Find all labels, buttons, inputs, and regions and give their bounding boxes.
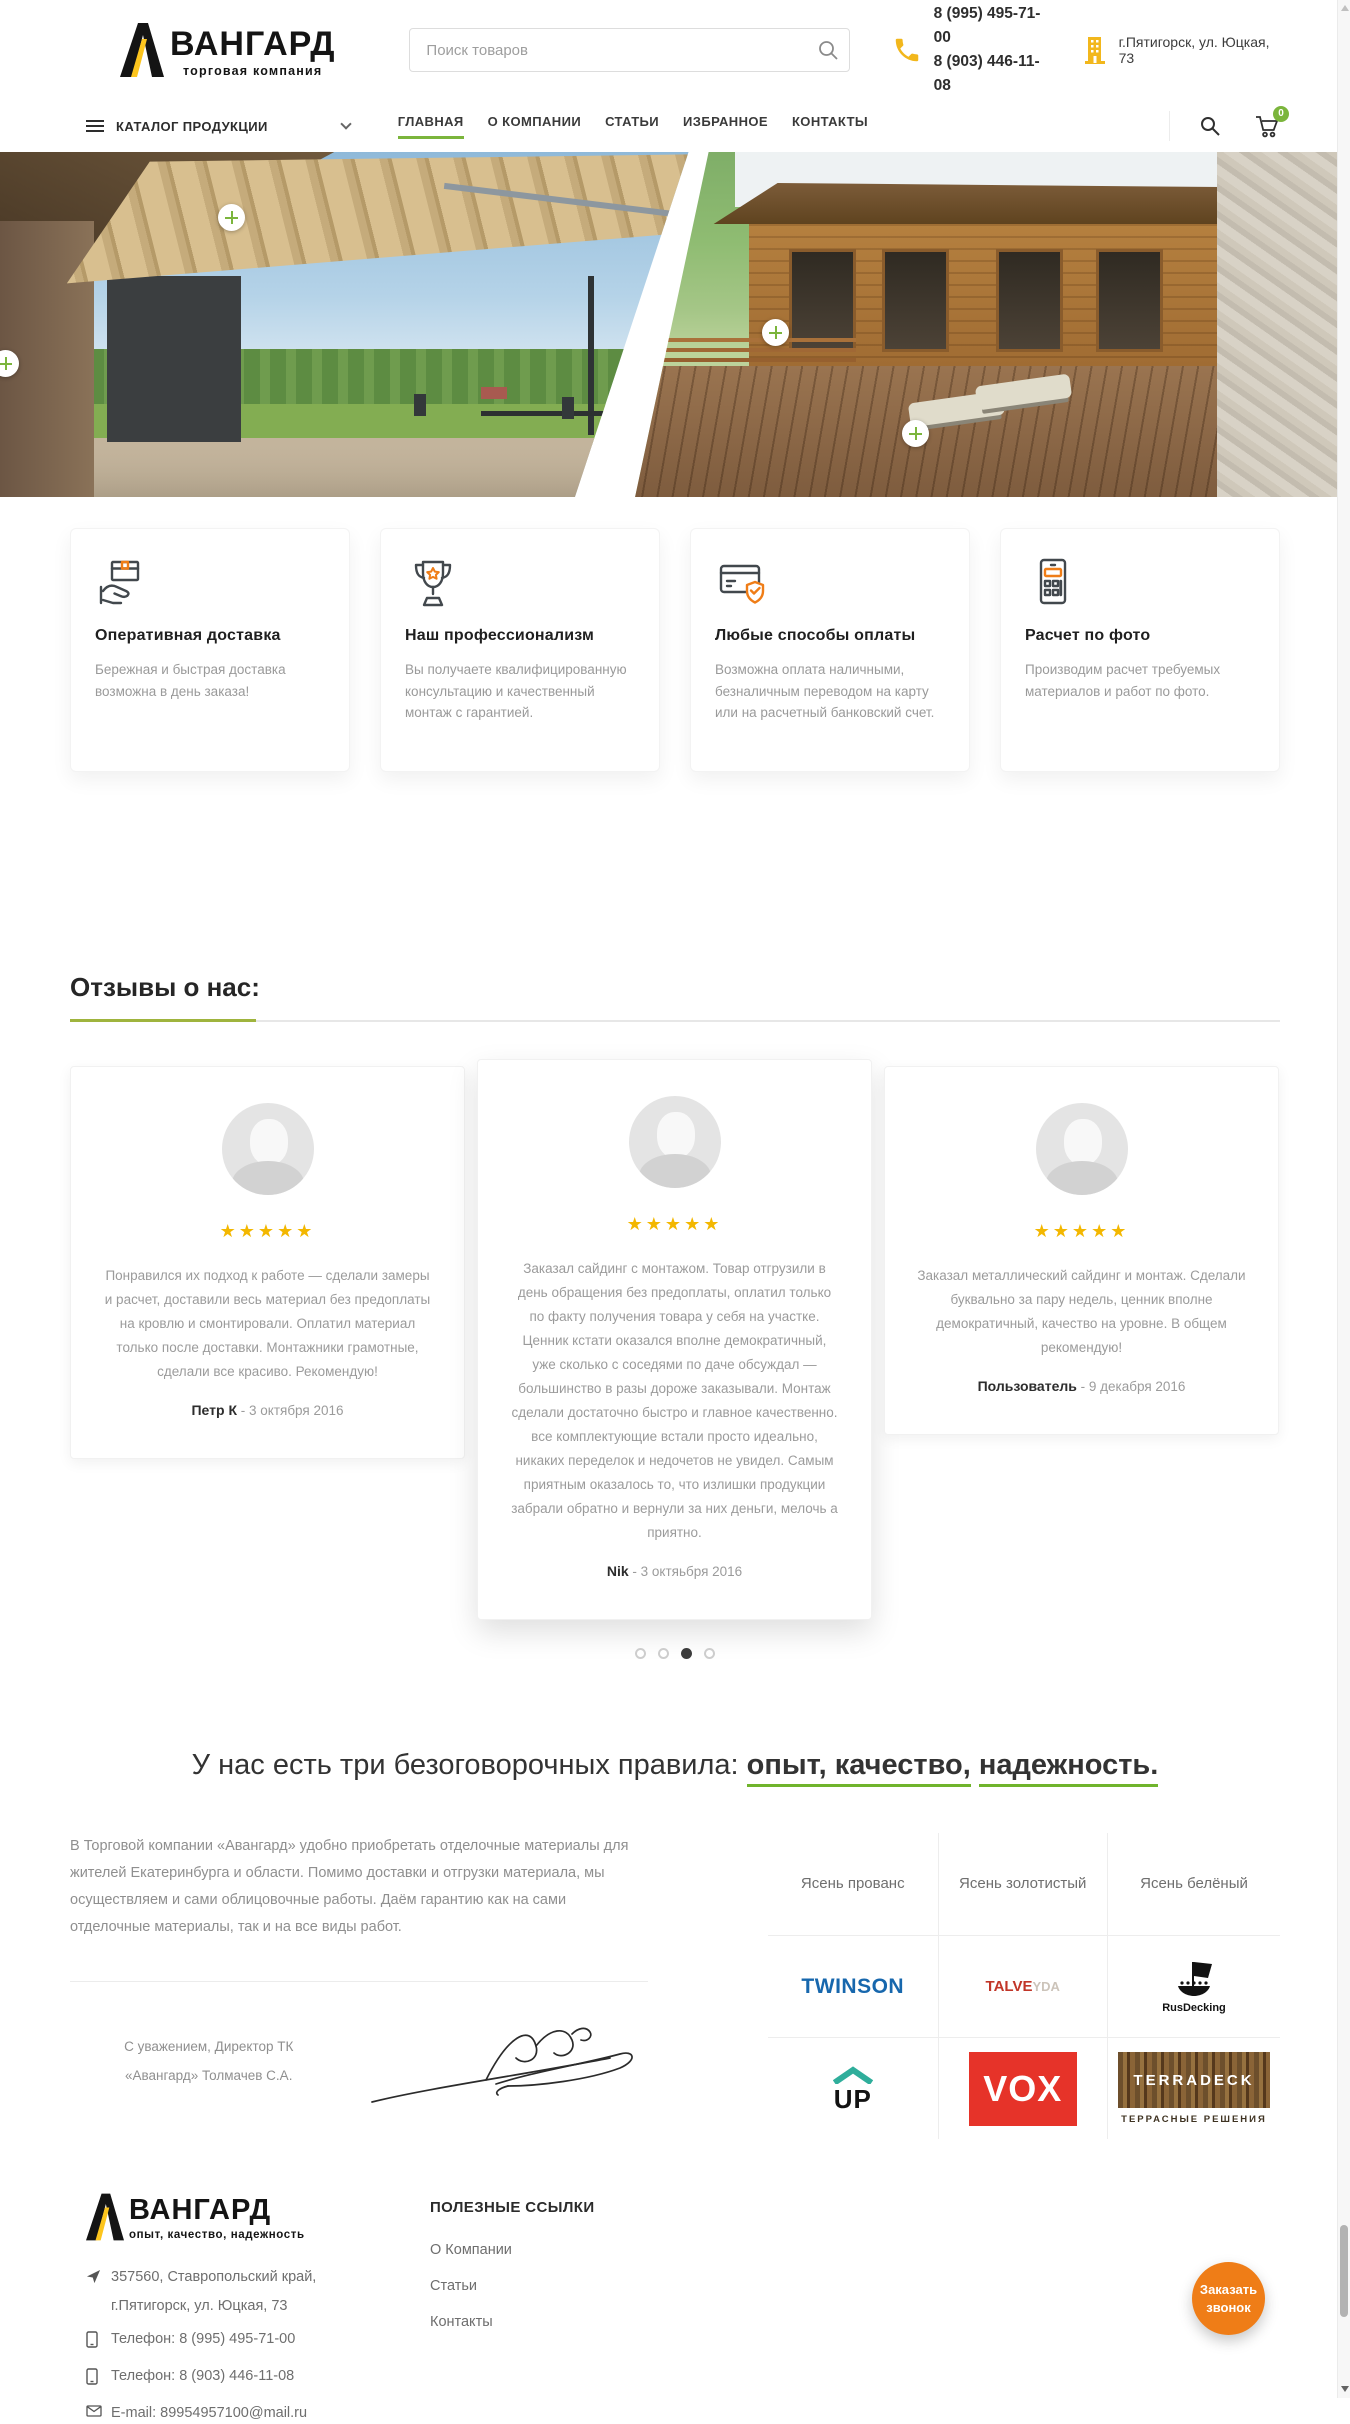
main-menu [398,114,868,139]
footer-links-heading: ПОЛЕЗНЫЕ ССЫЛКИ [430,2199,595,2217]
feature-title: Наш профессионализм [405,627,595,644]
footer-address: 357560, Ставропольский край, [86,2267,374,2289]
menu-item-articles[interactable]: СТАТЬИ [605,113,660,129]
carousel-dot-active[interactable] [681,1648,692,1659]
scrollbar[interactable] [1337,0,1350,2398]
rules-heading: У нас есть три безоговорочных правила: опыт, качество, надежность. [175,1739,1175,1791]
phone-icon [892,35,922,65]
roof-icon [833,2066,873,2084]
footer-link-articles[interactable]: Статьи [430,2278,477,2295]
logo-a-icon [120,23,164,77]
brand-logo-rusdecking: RusDecking [1107,1935,1280,2037]
star-rating: ★★★★★ [1033,1221,1130,1241]
rules-section [0,1739,1350,1791]
scroll-down-arrow-icon[interactable] [1341,2386,1349,2392]
footer-link-contacts[interactable]: Контакты [430,2314,493,2331]
brand-logo-up: UP [768,2037,938,2139]
carousel-dot[interactable] [704,1648,715,1659]
reviews-section [0,972,1350,1659]
delivery-hand-icon [95,555,151,611]
feature-title: Оперативная доставка [95,627,281,644]
feature-title: Расчет по фото [1025,627,1151,644]
footer-logo[interactable] [86,2193,374,2241]
feature-text: Производим расчет требуемых материалов и работ по фото. [1025,662,1221,699]
chevron-down-icon [340,118,351,129]
feature-card-payment [690,528,970,772]
trophy-icon [405,555,461,611]
footer-logo-tagline: опыт, качество, надежность [129,2229,305,2242]
features-section [0,528,1350,772]
mobile-phone-icon [86,2331,102,2348]
scrollbar-thumb[interactable] [1340,2225,1348,2317]
footer-phone-2: Телефон: 8 (903) 446-11-08 [86,2366,374,2388]
scroll-up-arrow-icon[interactable] [1341,5,1349,11]
avatar [629,1096,721,1188]
review-card [884,1066,1279,1435]
payment-card-icon [715,555,771,611]
feature-text: Возможна оплата наличными, безналичным переводом на карту или на расчетный банковский счет. [715,662,935,721]
search-input[interactable] [409,28,849,72]
order-call-button[interactable]: Заказать звонок [1192,2262,1265,2335]
brand-logo-twinson: TWINSON [768,1935,938,2037]
footer-link-about[interactable]: О Компании [430,2242,512,2259]
catalog-button[interactable] [86,117,350,135]
menu-item-favorites[interactable]: ИЗБРАННОЕ [683,113,768,129]
review-card [477,1059,872,1620]
brands-grid [768,1833,1280,2139]
location-icon [86,2269,102,2284]
gallery-zoom-icon[interactable] [762,319,789,346]
cart-icon[interactable] [1254,108,1284,139]
header-phones-block [892,2,1051,98]
about-text: В Торговой компании «Авангард» удобно приобретать отделочные материалы для жителей Екатеринбурга и области. Помимо доставки и отгрузки материала, мы осуществляем и сами облицовочные работы. Даём гарантию как на сами отделочные материалы, так и на все виды работ. [70,1838,629,1935]
cart-count-badge: 0 [1273,106,1289,122]
calculator-icon [1025,555,1081,611]
logo-name: ВАНГАРД [170,24,336,63]
search-submit-icon[interactable] [816,38,840,62]
review-author: Петр К - 3 октября 2016 [191,1402,344,1419]
logo-a-icon [86,2193,124,2241]
about-section [0,1833,1350,2139]
star-rating: ★★★★★ [626,1214,723,1234]
logo[interactable] [120,23,335,77]
header-address: г.Пятигорск, ул. Юцкая, 73 [1118,34,1270,66]
menu-item-contacts[interactable]: КОНТАКТЫ [791,113,869,129]
navbar [0,100,1350,152]
footer [0,2167,1350,2424]
feature-card-professionalism [380,528,660,772]
rules-highlight-1: опыт, качество, [747,1749,971,1787]
carousel-dot[interactable] [635,1648,646,1659]
brand-label-cell: Ясень золотистый [938,1833,1108,1935]
phone-number-2: 8 (903) 446-11-08 [933,53,1040,95]
avatar [1036,1103,1128,1195]
menu-item-about[interactable]: О КОМПАНИИ [487,113,582,129]
reviews-carousel [70,1059,1280,1620]
divider [70,1981,648,1982]
catalog-label: КАТАЛОГ ПРОДУКЦИИ [116,118,268,134]
phone-number-1: 8 (995) 495-71-00 [933,4,1041,46]
carousel-dots [70,1648,1280,1659]
logo-tagline: торговая компания [183,63,323,78]
nav-search-icon[interactable] [1198,113,1224,139]
footer-phone-1: Телефон: 8 (995) 495-71-00 [86,2329,374,2351]
envelope-icon [86,2405,102,2417]
feature-card-photo-estimate [1000,528,1280,772]
feature-title: Любые способы оплаты [715,627,916,644]
review-text: Заказал металлический сайдинг и монтаж. Сделали буквально за пару недель, ценник вполне демократичный, качество на уровне. В общем рекомендую! [917,1268,1246,1356]
feature-text: Вы получаете квалифицированную консультацию и качественный монтаж с гарантией. [405,662,627,721]
footer-email: E-mail: 89954957100@mail.ru [86,2403,374,2424]
avatar [222,1103,314,1195]
review-text: Понравился их подход к работе — сделали замеры и расчет, доставили весь материал без предоплаты на кровлю и смонтировали. Оплатил материал только после доставки. Монтажники грамотные, сделали все красиво. Рекомендую! [104,1268,431,1380]
footer-logo-name: ВАНГАРД [129,2194,272,2227]
gallery-zoom-icon[interactable] [902,420,929,447]
reviews-heading: Отзывы о нас: [70,972,260,1002]
gallery-zoom-icon[interactable] [218,204,245,231]
feature-card-delivery [70,528,350,772]
header [0,0,1350,100]
brand-label-cell: Ясень прованс [800,1875,905,1893]
ship-icon [1172,1960,1216,1998]
rules-highlight-2: надежность. [979,1749,1158,1787]
menu-item-home[interactable]: ГЛАВНАЯ [398,114,464,139]
building-icon [1081,35,1109,65]
brand-logo-talve: TALVEYDA [938,1935,1108,2037]
footer-address-line2: г.Пятигорск, ул. Юцкая, 73 [111,2298,288,2315]
carousel-dot[interactable] [658,1648,669,1659]
brand-logo-terradeck: TERRADECK ТЕРРАСНЫЕ РЕШЕНИЯ [1107,2037,1280,2139]
review-author: Пользователь - 9 декабря 2016 [977,1378,1186,1395]
hamburger-icon [86,117,104,135]
star-rating: ★★★★★ [219,1221,316,1241]
review-card [70,1066,465,1459]
feature-text: Бережная и быстрая доставка возможна в день заказа! [95,662,286,699]
director-signature-label: С уважением, Директор ТК «Авангард» Толмачев С.А. [124,2039,294,2083]
brand-label-cell: Ясень белёный [1107,1833,1280,1935]
review-text: Заказал сайдинг с монтажом. Товар отгрузили в день обращения без предоплаты, оплатил только по факту получения товара у себя на участке. Ценник кстати оказался вполне демократичный, уже сколько с соседями по даче обсуждал — большинство в разы дороже заказывали. Монтаж сделали достаточно быстро и главное качественно. все комплектующие встали просто идеально, никаких переделок и недочетов не увидел. Самым приятным оказалось то, что излишки продукции забрали обратно и вернули за них деньги, мелочь а приятно. [511,1261,838,1541]
brand-logo-vox: VOX [938,2037,1108,2139]
review-author: Nik - 3 октяьбря 2016 [606,1563,743,1580]
mobile-phone-icon [86,2368,102,2385]
header-address-block [1081,34,1280,66]
heading-underline [70,1019,1280,1022]
header-search [409,28,849,72]
hero-slider [0,152,1337,497]
signature-image [358,2016,648,2108]
